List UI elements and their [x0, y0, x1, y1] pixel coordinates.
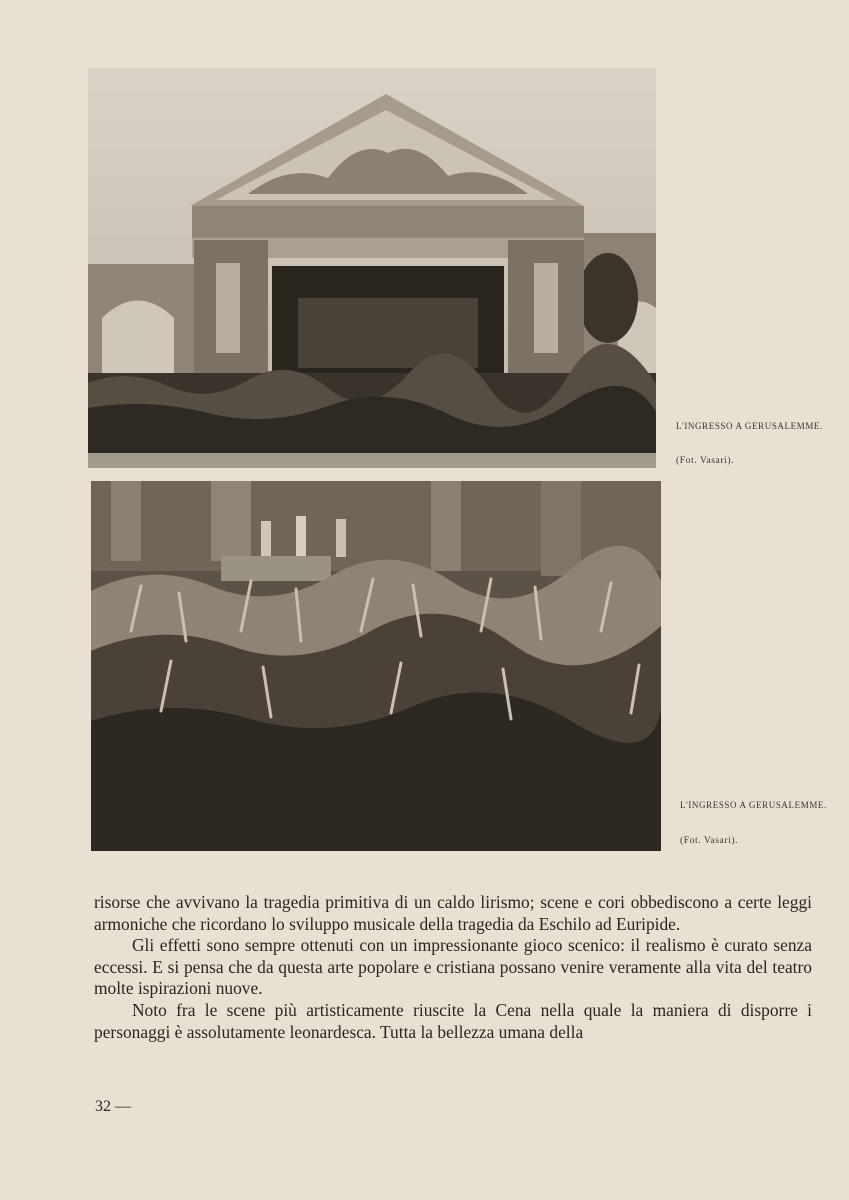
figure-2-credit: (Fot. Vasari). — [680, 836, 739, 846]
figure-2-caption: L'INGRESSO A GERUSALEMME. — [680, 800, 827, 810]
paragraph-2: Gli effetti sono sempre ottenuti con un impressionante gioco scenico: il realismo è curato senza eccessi. E si pensa che da questa arte popolare e cristiana possano venire veramente alla vita del teatro molte ispirazioni nuove. — [94, 935, 812, 999]
photo-ingresso-crowd — [91, 481, 661, 851]
crowd-illustration — [91, 481, 661, 851]
figure-1-caption: L'INGRESSO A GERUSALEMME. — [676, 421, 823, 431]
facade-illustration — [88, 68, 656, 468]
paragraph-1: risorse che avvivano la tragedia primitiva di un caldo lirismo; scene e cori obbediscono a certe leggi armoniche che ricordano lo sviluppo musicale della tragedia da Eschilo ad Euripide. — [94, 892, 812, 934]
figure-1-credit: (Fot. Vasari). — [676, 456, 735, 466]
paragraph-3: Noto fra le scene più artisticamente riuscite la Cena nella quale la maniera di disporre i personaggi è assolutamente leonardesca. Tutta la bellezza umana della — [94, 999, 812, 1042]
body-text — [94, 892, 812, 1043]
page-number: 32 — — [95, 1098, 131, 1115]
photo-ingresso-facade — [88, 68, 656, 468]
